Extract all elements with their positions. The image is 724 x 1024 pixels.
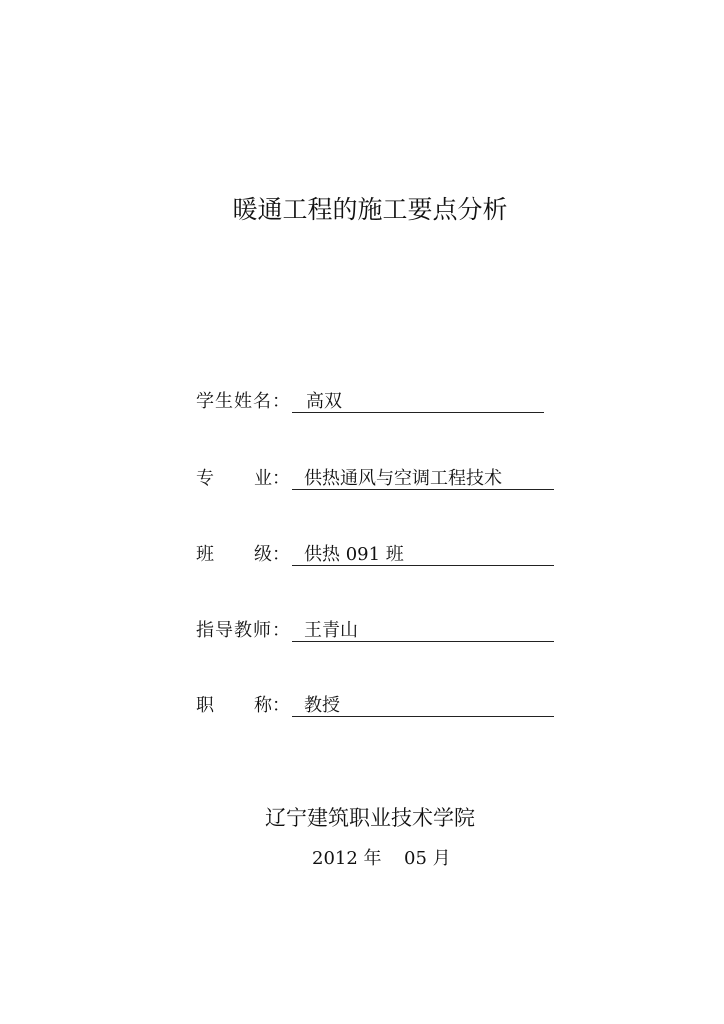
value-title: 教授 [304,695,340,716]
school-name: 辽宁建筑职业技术学院 [265,806,475,830]
value-student-name: 高双 [306,391,342,412]
date-year: 2012 年 [312,848,382,869]
value-class: 供热 091 班 [304,544,404,565]
label-major-part2: 业： [254,468,290,489]
label-title-part2: 称： [254,695,290,716]
label-major-part1: 专 [196,468,214,489]
value-major: 供热通风与空调工程技术 [304,468,502,489]
value-advisor: 王青山 [304,620,358,641]
document-title: 暖通工程的施工要点分析 [232,195,508,224]
label-class-part1: 班 [196,544,214,565]
label-advisor: 指导教师： [196,620,291,641]
label-title-part1: 职 [196,695,214,716]
label-class-part2: 级： [254,544,290,565]
label-student-name: 学生姓名： [196,391,291,412]
date-month: 05 月 [404,848,451,869]
